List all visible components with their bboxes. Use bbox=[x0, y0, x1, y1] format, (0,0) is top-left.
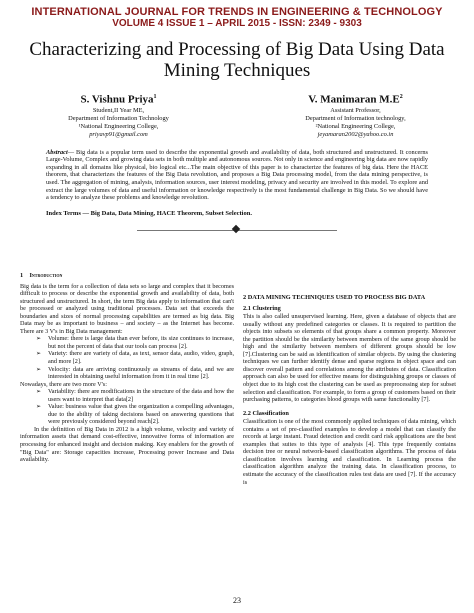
author-block bbox=[0, 91, 474, 139]
right-column bbox=[243, 294, 456, 486]
left-column bbox=[20, 272, 234, 464]
subsection-heading-classification: 2.2 Classification bbox=[243, 409, 289, 417]
page-number: 23 bbox=[233, 596, 241, 605]
author-dept: Department of Information technology, bbox=[305, 114, 406, 122]
author-name: S. Vishnu Priya$^1$ bbox=[80, 93, 157, 106]
intro-paragraph: Big data is the term for a collection of data sets so large and complex that it becomes difficult to process or describe the exponential growth and availability of data, both structured and unstructured. In short, the term Big data apply to information that can't be processed or analyzed using traditional processes. Data set that exceeds the boundaries and sizes of normal processing capabilities are termed as big data. Big Data may be as important to business – and society – as the Internet has become. There are 3 V's in Big Data management: bbox=[20, 282, 234, 335]
journal-header bbox=[0, 0, 474, 30]
author-2 bbox=[237, 91, 474, 139]
section-heading-data-mining: 2 DATA MINING TECHNIQUES USED TO PROCESS BIG DATA bbox=[243, 294, 426, 301]
author-name: V. Manimaran $M.E^2$ bbox=[308, 93, 403, 106]
list-item: ➢ Variety: there are variety of data, as text, sensor data, audio, video, graph, and more [2]. bbox=[48, 350, 234, 365]
list-item: ➢ Value: business value that gives the organization a compelling advantages, due to the ability of taking decisions based on answering questions that were previously considered beyond reach[2]. bbox=[48, 403, 234, 426]
author-role: Student,II Year ME, bbox=[92, 106, 145, 114]
subsection-heading-clustering: 2.1 Clustering bbox=[243, 304, 281, 312]
paragraph: Nowadays, there are two more V's: bbox=[20, 380, 107, 388]
bullet-list-more-v bbox=[20, 388, 234, 426]
bullet-list-3v bbox=[20, 335, 234, 380]
author-dept: Department of Information Technology bbox=[68, 114, 169, 122]
abstract-label: Abstract bbox=[46, 148, 68, 156]
section-divider bbox=[137, 225, 337, 235]
index-terms: Index Terms — Big Data, Data Mining, HACE Theorem, Subset Selection. bbox=[46, 209, 252, 217]
body-columns bbox=[0, 272, 474, 592]
classification-paragraph: Classification is one of the most commonly applied techniques of data mining, which contains a set of pre-classified examples to develop a model that can classify the records at large instant. Fraud detection and credit card risk applications are the best examples that suites to this type of analysis [4]. This type frequently contains decision tree or neural network-based classification algorithms. The process of data classification involves learning and classification. In Learning process the classification algorithm analyze the training data. In classification process, to estimate the accuracy of the classification rules test data are used [7]. If the accuracy is bbox=[243, 418, 456, 486]
journal-name: INTERNATIONAL JOURNAL FOR TRENDS IN ENGINEERING & TECHNOLOGY bbox=[31, 6, 443, 18]
author-college: ²National Engineering College, bbox=[315, 122, 396, 130]
list-item: ➢ Velocity: data are arriving continuously as streams of data, and we are interested in obtaining useful information from it in real time [2]. bbox=[48, 366, 234, 381]
abstract-text: — Big data is a popular term used to describe the exponential growth and availability of data, both structured and unstructured. It concerns Large-Volume, Complex and growing data sets in both multiple and autonomous sources. Not only in science and engineering big data are now rapidly expanding in all domains like physical, bio logical etc...The main objective of this paper is to characterize the features of big data. Here the HACE theorem, that characterizes the features of the Big Data revolution, and proposes a Big Data processing model, from the data mining perspective, is used. The aggregation of mining, analysis, information sources, user interest modeling, privacy and security are involved in this model. To explore and extract the large volumes of data and useful information or knowledge respectively is the most fundamental challenge in Big Data. So we should have a tendency to analyze these problems and knowledge revolution. bbox=[46, 148, 428, 202]
paragraph: In the definition of Big Data in 2012 is a high volume, velocity and variety of information assets that demand cost-effective, innovative forms of information are processing for enhanced insight and decision making. Key enablers for the growth of "Big Data" are: Storage capacities increase, Processing power Increase and Data availability. bbox=[20, 425, 234, 464]
author-role: Assistant Professor, bbox=[330, 106, 381, 114]
list-item: ➢ Volume: there is large data than ever before, its size continues to increase, but not the percent of data that our tools can process [2]. bbox=[48, 335, 234, 350]
author-1 bbox=[0, 91, 237, 139]
author-email[interactable]: jeyamaran2002@yahoo.co.in bbox=[317, 130, 394, 138]
section-heading-introduction: 1 Introduction bbox=[20, 272, 63, 279]
diamond-icon bbox=[232, 225, 240, 233]
abstract bbox=[46, 149, 428, 202]
list-item: ➢ Variability: there are modifications in the structure of the data and how the users want to interpret that data[2] bbox=[48, 388, 234, 403]
author-college: ¹National Engineering College, bbox=[78, 122, 159, 130]
author-email[interactable]: priyavp91@gmail.com bbox=[89, 130, 148, 138]
paper-title: Characterizing and Processing of Big Data Using Data Mining Techniques bbox=[29, 39, 445, 81]
clustering-paragraph: This is also called unsupervised learning. Here, given a database of objects that are usually without any predefined categories or classes. It is required to partition the objects into subsets so elements of that groups share a common property. Moreover the partition should be the similarity between members of the same group should be high and the similarity between members of different groups should be low [7].Clustering can be said as identification of similar objects. By using the clustering techniques we can further identify dense and sparse regions in object space and can discover overall pattern and correlations among the attributes of data. Classification approach can also be used for effective means for distinguishing groups or classes of object due to its high cost the clustering can be used as preprocessing step for subset selection and classification. For example, to form a group of customers based on their purchasing patterns, to categories blood groups with same functionality [7]. bbox=[243, 313, 456, 404]
journal-issue: VOLUME 4 ISSUE 1 – APRIL 2015 - ISSN: 2349 - 9303 bbox=[112, 18, 362, 29]
